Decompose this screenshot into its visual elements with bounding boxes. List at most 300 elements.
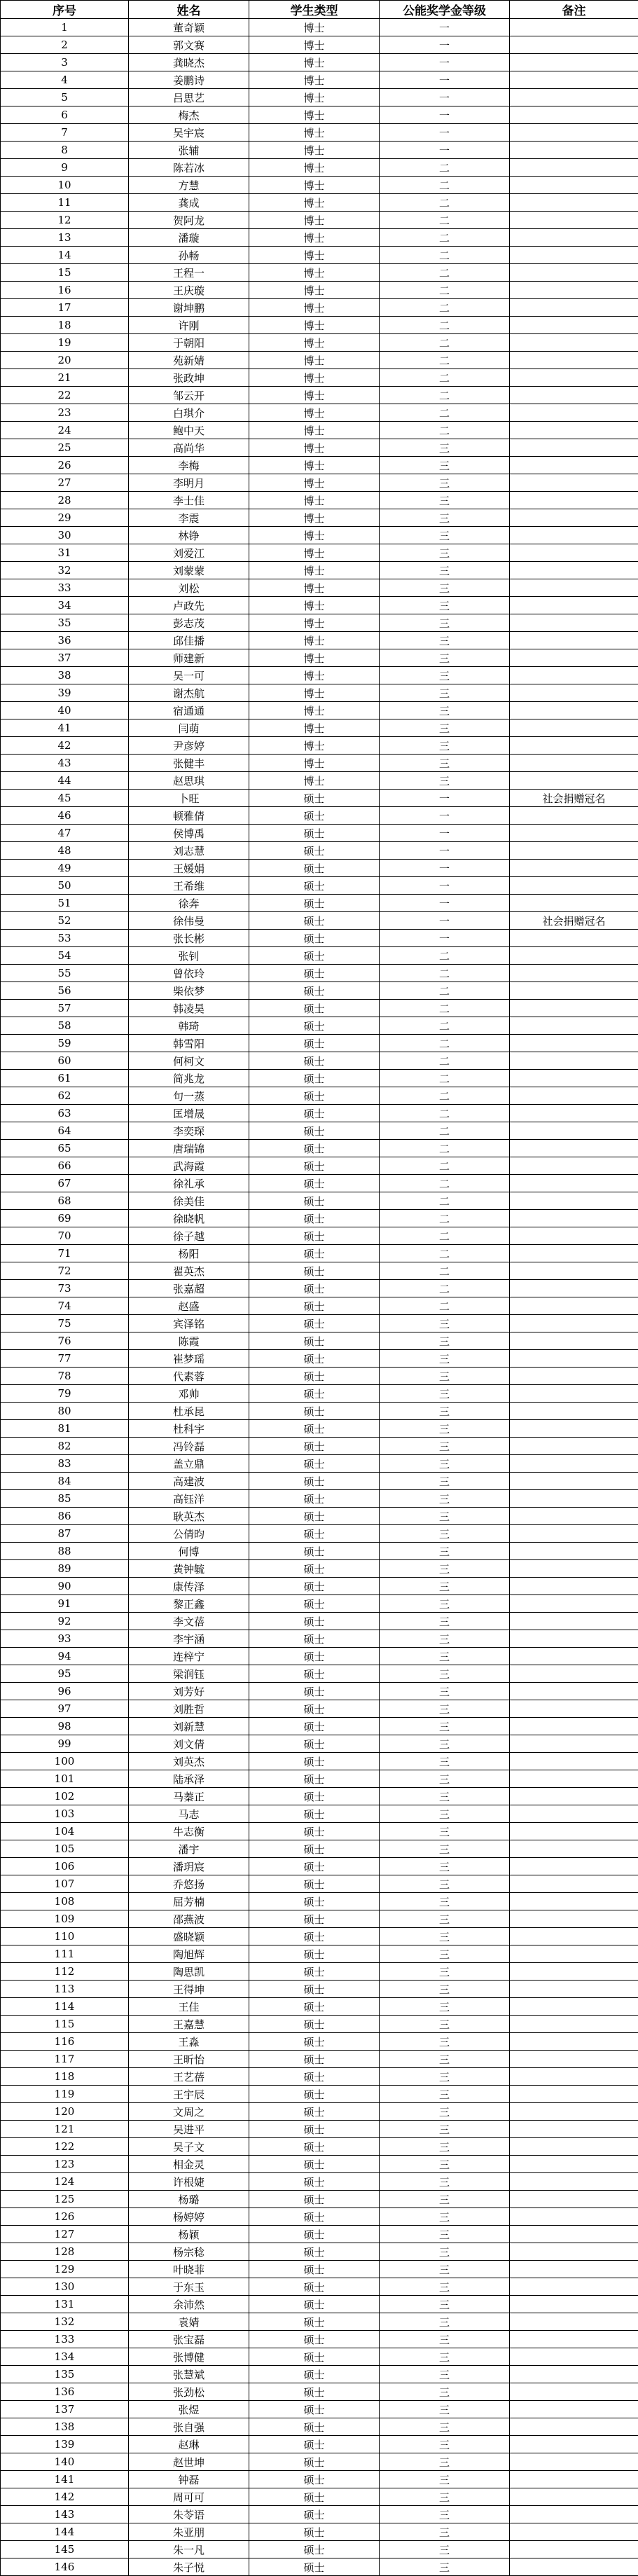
seq-cell: 86	[1, 1508, 129, 1525]
seq-cell: 10	[1, 177, 129, 194]
name-cell: 李梅	[129, 457, 249, 474]
seq-cell: 126	[1, 2208, 129, 2226]
name-cell: 刘芳好	[129, 1683, 249, 1700]
scholarship-level-cell: 三	[380, 1998, 510, 2016]
name-cell: 吴子文	[129, 2138, 249, 2156]
remark-cell	[510, 2506, 638, 2523]
student-type-cell: 硕士	[249, 1770, 380, 1788]
remark-cell	[510, 334, 638, 352]
seq-cell: 41	[1, 719, 129, 737]
table-row	[1, 2086, 638, 2103]
name-cell: 谢坤鹏	[129, 299, 249, 317]
seq-cell: 58	[1, 1017, 129, 1035]
scholarship-level-cell: 三	[380, 2016, 510, 2033]
student-type-cell: 硕士	[249, 1140, 380, 1157]
seq-cell: 49	[1, 860, 129, 877]
seq-cell: 19	[1, 334, 129, 352]
student-type-cell: 博士	[249, 194, 380, 212]
student-type-cell: 博士	[249, 509, 380, 527]
seq-cell: 124	[1, 2173, 129, 2191]
scholarship-level-cell: 三	[380, 737, 510, 755]
scholarship-level-cell: 三	[380, 2488, 510, 2506]
table-row	[1, 2121, 638, 2138]
name-cell: 牛志衡	[129, 1823, 249, 1840]
name-cell: 赵盛	[129, 1297, 249, 1315]
name-cell: 苑新婧	[129, 352, 249, 369]
scholarship-level-cell: 一	[380, 895, 510, 912]
remark-cell	[510, 702, 638, 719]
table-row	[1, 1455, 638, 1473]
student-type-cell: 博士	[249, 474, 380, 492]
remark-cell	[510, 1578, 638, 1595]
student-type-cell: 硕士	[249, 1963, 380, 1981]
seq-cell: 21	[1, 369, 129, 387]
scholarship-level-cell: 三	[380, 1753, 510, 1770]
scholarship-level-cell: 三	[380, 1963, 510, 1981]
name-cell: 王宇辰	[129, 2086, 249, 2103]
remark-cell	[510, 1858, 638, 1875]
table-row	[1, 632, 638, 649]
scholarship-level-cell: 三	[380, 1823, 510, 1840]
name-cell: 盖立鼎	[129, 1455, 249, 1473]
seq-cell: 56	[1, 982, 129, 1000]
table-row	[1, 282, 638, 299]
seq-cell: 3	[1, 54, 129, 71]
scholarship-level-cell: 三	[380, 527, 510, 544]
remark-cell	[510, 2366, 638, 2383]
student-type-cell: 硕士	[249, 2086, 380, 2103]
seq-cell: 132	[1, 2313, 129, 2331]
seq-cell: 100	[1, 1753, 129, 1770]
remark-cell	[510, 614, 638, 632]
name-cell: 陶思凯	[129, 1963, 249, 1981]
scholarship-level-cell: 二	[380, 212, 510, 229]
student-type-cell: 博士	[249, 772, 380, 790]
remark-cell	[510, 1525, 638, 1543]
remark-cell	[510, 1175, 638, 1192]
name-cell: 刘志慧	[129, 842, 249, 860]
seq-cell: 14	[1, 247, 129, 264]
scholarship-level-cell: 三	[380, 597, 510, 614]
student-type-cell: 硕士	[249, 842, 380, 860]
scholarship-level-cell: 二	[380, 194, 510, 212]
scholarship-level-cell: 二	[380, 1140, 510, 1157]
remark-cell	[510, 194, 638, 212]
student-type-cell: 硕士	[249, 1455, 380, 1473]
remark-cell	[510, 1438, 638, 1455]
table-row	[1, 1070, 638, 1087]
seq-cell: 50	[1, 877, 129, 895]
seq-cell: 63	[1, 1105, 129, 1122]
scholarship-level-cell: 三	[380, 2033, 510, 2051]
name-cell: 王淼	[129, 2033, 249, 2051]
table-row	[1, 1017, 638, 1035]
seq-cell: 9	[1, 159, 129, 177]
table-row	[1, 194, 638, 212]
name-cell: 李震	[129, 509, 249, 527]
seq-cell: 139	[1, 2436, 129, 2453]
table-row	[1, 247, 638, 264]
name-cell: 宾泽铭	[129, 1315, 249, 1332]
table-row	[1, 842, 638, 860]
name-cell: 张自强	[129, 2418, 249, 2436]
table-row	[1, 2523, 638, 2541]
table-row	[1, 1175, 638, 1192]
table-row	[1, 1438, 638, 1455]
table-row	[1, 2173, 638, 2191]
scholarship-level-cell: 二	[380, 1122, 510, 1140]
name-cell: 杨宗稔	[129, 2243, 249, 2261]
seq-cell: 81	[1, 1420, 129, 1438]
name-cell: 黄钟毓	[129, 1560, 249, 1578]
remark-cell	[510, 860, 638, 877]
seq-cell: 37	[1, 649, 129, 667]
name-cell: 高钰洋	[129, 1490, 249, 1508]
table-row	[1, 2068, 638, 2086]
remark-cell	[510, 2471, 638, 2488]
seq-cell: 71	[1, 1245, 129, 1262]
scholarship-level-cell: 二	[380, 422, 510, 439]
name-cell: 屈芳楠	[129, 1893, 249, 1910]
remark-cell	[510, 1262, 638, 1280]
student-type-cell: 硕士	[249, 2401, 380, 2418]
name-cell: 潘玥宸	[129, 1858, 249, 1875]
seq-cell: 105	[1, 1840, 129, 1858]
header-name: 姓名	[129, 1, 249, 19]
remark-cell	[510, 755, 638, 772]
seq-cell: 91	[1, 1595, 129, 1613]
name-cell: 杨璐	[129, 2191, 249, 2208]
scholarship-level-cell: 二	[380, 982, 510, 1000]
scholarship-level-cell: 三	[380, 1368, 510, 1385]
remark-cell	[510, 1280, 638, 1297]
name-cell: 杨阳	[129, 1245, 249, 1262]
scholarship-level-cell: 三	[380, 1350, 510, 1368]
scholarship-level-cell: 二	[380, 334, 510, 352]
name-cell: 许根婕	[129, 2173, 249, 2191]
table-row	[1, 579, 638, 597]
remark-cell	[510, 544, 638, 562]
scholarship-level-cell: 二	[380, 159, 510, 177]
seq-cell: 22	[1, 387, 129, 404]
remark-cell	[510, 1455, 638, 1473]
scholarship-level-cell: 二	[380, 1105, 510, 1122]
scholarship-level-cell: 三	[380, 2558, 510, 2576]
student-type-cell: 硕士	[249, 1788, 380, 1805]
remark-cell	[510, 1473, 638, 1490]
table-row	[1, 1420, 638, 1438]
table-row	[1, 2226, 638, 2243]
remark-cell	[510, 1315, 638, 1332]
scholarship-level-cell: 三	[380, 2366, 510, 2383]
table-row	[1, 790, 638, 807]
table-row	[1, 1648, 638, 1665]
table-row	[1, 930, 638, 947]
table-row	[1, 807, 638, 825]
name-cell: 王艺蓓	[129, 2068, 249, 2086]
remark-cell	[510, 212, 638, 229]
remark-cell	[510, 229, 638, 247]
name-cell: 马志	[129, 1805, 249, 1823]
name-cell: 简兆龙	[129, 1070, 249, 1087]
student-type-cell: 硕士	[249, 2383, 380, 2401]
student-type-cell: 博士	[249, 299, 380, 317]
table-row	[1, 1735, 638, 1753]
student-type-cell: 硕士	[249, 1981, 380, 1998]
name-cell: 张煜	[129, 2401, 249, 2418]
name-cell: 李奕琛	[129, 1122, 249, 1140]
table-row	[1, 1315, 638, 1332]
remark-cell	[510, 2453, 638, 2471]
student-type-cell: 硕士	[249, 1490, 380, 1508]
remark-cell	[510, 54, 638, 71]
scholarship-level-cell: 三	[380, 1928, 510, 1945]
name-cell: 张钊	[129, 947, 249, 965]
seq-cell: 136	[1, 2383, 129, 2401]
seq-cell: 114	[1, 1998, 129, 2016]
scholarship-level-cell: 二	[380, 247, 510, 264]
scholarship-level-cell: 三	[380, 1438, 510, 1455]
scholarship-level-cell: 二	[380, 264, 510, 282]
student-type-cell: 硕士	[249, 1473, 380, 1490]
name-cell: 张政坤	[129, 369, 249, 387]
name-cell: 王程一	[129, 264, 249, 282]
name-cell: 张慧斌	[129, 2366, 249, 2383]
seq-cell: 118	[1, 2068, 129, 2086]
name-cell: 潘璇	[129, 229, 249, 247]
seq-cell: 102	[1, 1788, 129, 1805]
scholarship-level-cell: 二	[380, 1280, 510, 1297]
student-type-cell: 博士	[249, 71, 380, 89]
seq-cell: 116	[1, 2033, 129, 2051]
table-row	[1, 334, 638, 352]
scholarship-level-cell: 三	[380, 2401, 510, 2418]
student-type-cell: 博士	[249, 106, 380, 124]
seq-cell: 133	[1, 2331, 129, 2348]
scholarship-level-cell: 一	[380, 124, 510, 142]
remark-cell	[510, 2016, 638, 2033]
name-cell: 谢杰航	[129, 684, 249, 702]
table-row	[1, 1963, 638, 1981]
name-cell: 徐子越	[129, 1227, 249, 1245]
table-row	[1, 1210, 638, 1227]
student-type-cell: 硕士	[249, 1210, 380, 1227]
header-scholarship-level: 公能奖学金等级	[380, 1, 510, 19]
seq-cell: 85	[1, 1490, 129, 1508]
remark-cell	[510, 632, 638, 649]
table-row	[1, 352, 638, 369]
name-cell: 陶旭辉	[129, 1945, 249, 1963]
seq-cell: 104	[1, 1823, 129, 1840]
scholarship-level-cell: 二	[380, 387, 510, 404]
student-type-cell: 硕士	[249, 1998, 380, 2016]
scholarship-level-cell: 三	[380, 684, 510, 702]
student-type-cell: 博士	[249, 369, 380, 387]
scholarship-level-cell: 三	[380, 2506, 510, 2523]
student-type-cell: 硕士	[249, 1105, 380, 1122]
scholarship-level-cell: 二	[380, 1297, 510, 1315]
student-type-cell: 博士	[249, 527, 380, 544]
seq-cell: 128	[1, 2243, 129, 2261]
seq-cell: 2	[1, 36, 129, 54]
name-cell: 陈霞	[129, 1332, 249, 1350]
name-cell: 公倩昀	[129, 1525, 249, 1543]
scholarship-level-cell: 二	[380, 1087, 510, 1105]
table-row	[1, 1157, 638, 1175]
student-type-cell: 硕士	[249, 807, 380, 825]
name-cell: 李士佳	[129, 492, 249, 509]
seq-cell: 34	[1, 597, 129, 614]
remark-cell	[510, 1490, 638, 1508]
student-type-cell: 硕士	[249, 2121, 380, 2138]
name-cell: 相金灵	[129, 2156, 249, 2173]
scholarship-level-cell: 一	[380, 106, 510, 124]
seq-cell: 40	[1, 702, 129, 719]
name-cell: 邱佳播	[129, 632, 249, 649]
scholarship-level-cell: 一	[380, 877, 510, 895]
scholarship-level-cell: 三	[380, 1560, 510, 1578]
student-type-cell: 硕士	[249, 1928, 380, 1945]
name-cell: 姜鹏诗	[129, 71, 249, 89]
student-type-cell: 硕士	[249, 2331, 380, 2348]
table-row	[1, 229, 638, 247]
seq-cell: 106	[1, 1858, 129, 1875]
student-type-cell: 硕士	[249, 1245, 380, 1262]
student-type-cell: 硕士	[249, 2418, 380, 2436]
name-cell: 刘松	[129, 579, 249, 597]
table-row	[1, 1105, 638, 1122]
scholarship-level-cell: 三	[380, 2261, 510, 2278]
seq-cell: 79	[1, 1385, 129, 1403]
seq-cell: 68	[1, 1192, 129, 1210]
table-row	[1, 1245, 638, 1262]
table-row	[1, 317, 638, 334]
seq-cell: 16	[1, 282, 129, 299]
seq-cell: 46	[1, 807, 129, 825]
student-type-cell: 硕士	[249, 790, 380, 807]
header-row	[1, 1, 638, 19]
seq-cell: 90	[1, 1578, 129, 1595]
name-cell: 于东玉	[129, 2278, 249, 2296]
table-row	[1, 1683, 638, 1700]
scholarship-level-cell: 二	[380, 1192, 510, 1210]
seq-cell: 73	[1, 1280, 129, 1297]
name-cell: 崔梦瑶	[129, 1350, 249, 1368]
student-type-cell: 硕士	[249, 1403, 380, 1420]
student-type-cell: 博士	[249, 632, 380, 649]
table-row	[1, 755, 638, 772]
seq-cell: 28	[1, 492, 129, 509]
scholarship-level-cell: 三	[380, 1840, 510, 1858]
name-cell: 孙畅	[129, 247, 249, 264]
table-row	[1, 2331, 638, 2348]
name-cell: 徐伟曼	[129, 912, 249, 930]
table-row	[1, 2541, 638, 2558]
student-type-cell: 博士	[249, 387, 380, 404]
name-cell: 王庆璇	[129, 282, 249, 299]
remark-cell	[510, 2401, 638, 2418]
name-cell: 赵世坤	[129, 2453, 249, 2471]
table-row	[1, 2506, 638, 2523]
name-cell: 连梓宁	[129, 1648, 249, 1665]
table-row	[1, 1473, 638, 1490]
scholarship-level-cell: 三	[380, 439, 510, 457]
name-cell: 顿雅倩	[129, 807, 249, 825]
name-cell: 吕思艺	[129, 89, 249, 106]
name-cell: 邓帅	[129, 1385, 249, 1403]
remark-cell	[510, 2296, 638, 2313]
table-row	[1, 684, 638, 702]
table-row	[1, 1910, 638, 1928]
table-row	[1, 1525, 638, 1543]
scholarship-level-cell: 一	[380, 19, 510, 36]
seq-cell: 107	[1, 1875, 129, 1893]
table-row	[1, 982, 638, 1000]
student-type-cell: 硕士	[249, 2226, 380, 2243]
table-row	[1, 1981, 638, 1998]
scholarship-level-cell: 一	[380, 36, 510, 54]
remark-cell	[510, 527, 638, 544]
seq-cell: 74	[1, 1297, 129, 1315]
student-type-cell: 硕士	[249, 2208, 380, 2226]
remark-cell	[510, 1823, 638, 1840]
table-row	[1, 1945, 638, 1963]
student-type-cell: 硕士	[249, 1840, 380, 1858]
seq-cell: 97	[1, 1700, 129, 1718]
student-type-cell: 硕士	[249, 1858, 380, 1875]
student-type-cell: 硕士	[249, 1648, 380, 1665]
student-type-cell: 博士	[249, 597, 380, 614]
table-row	[1, 1893, 638, 1910]
scholarship-level-cell: 三	[380, 1595, 510, 1613]
table-row	[1, 1928, 638, 1945]
scholarship-level-cell: 三	[380, 614, 510, 632]
remark-cell	[510, 1788, 638, 1805]
seq-cell: 83	[1, 1455, 129, 1473]
scholarship-level-cell: 三	[380, 772, 510, 790]
name-cell: 刘爱江	[129, 544, 249, 562]
seq-cell: 52	[1, 912, 129, 930]
scholarship-level-cell: 三	[380, 702, 510, 719]
remark-cell	[510, 2436, 638, 2453]
name-cell: 代素蓉	[129, 1368, 249, 1385]
name-cell: 匡增晟	[129, 1105, 249, 1122]
name-cell: 许刚	[129, 317, 249, 334]
name-cell: 文周之	[129, 2103, 249, 2121]
name-cell: 张长彬	[129, 930, 249, 947]
name-cell: 卢政先	[129, 597, 249, 614]
scholarship-level-cell: 二	[380, 1262, 510, 1280]
seq-cell: 70	[1, 1227, 129, 1245]
student-type-cell: 硕士	[249, 2173, 380, 2191]
remark-cell	[510, 439, 638, 457]
table-row	[1, 106, 638, 124]
table-row	[1, 895, 638, 912]
table-row	[1, 142, 638, 159]
scholarship-level-cell: 三	[380, 1945, 510, 1963]
student-type-cell: 硕士	[249, 1735, 380, 1753]
seq-cell: 44	[1, 772, 129, 790]
remark-cell	[510, 2033, 638, 2051]
name-cell: 尹彦婷	[129, 737, 249, 755]
remark-cell	[510, 2261, 638, 2278]
remark-cell	[510, 352, 638, 369]
seq-cell: 64	[1, 1122, 129, 1140]
seq-cell: 144	[1, 2523, 129, 2541]
scholarship-level-cell: 一	[380, 142, 510, 159]
scholarship-level-cell: 三	[380, 1910, 510, 1928]
remark-cell	[510, 1403, 638, 1420]
